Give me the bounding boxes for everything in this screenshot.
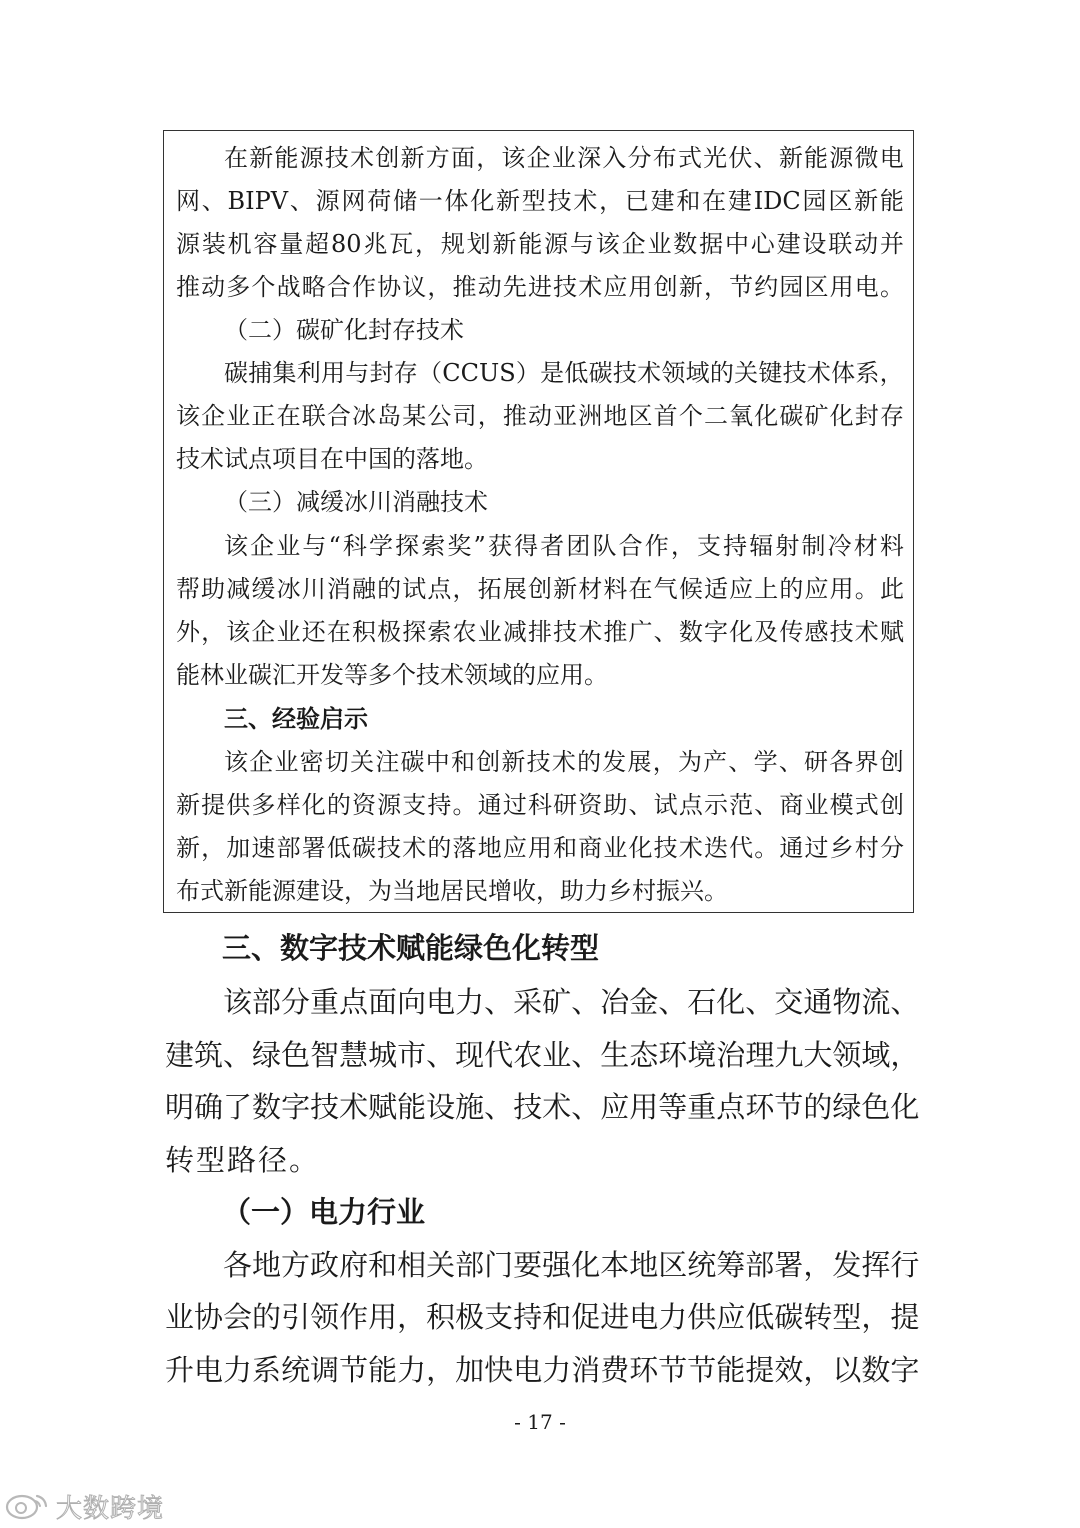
main-p2-line-1: 各 地 方 政 府 和 相 关 部 门 要 强 化 本 地 区 统 筹 部 署 ， 发 挥 行 bbox=[223, 1248, 920, 1282]
box-p4-line-3: 新 ， 加 速 部 署 低 碳 技 术 的 落 地 应 用 和 商 业 化 技 术 迭 代 。 通 过 乡 村 分 bbox=[176, 834, 904, 862]
box-p3-line-3: 外 ， 该 企 业 还 在 积 极 探 索 农 业 减 排 技 术 推 广 、 数 字 化 及 传 感 技 术 赋 bbox=[176, 618, 904, 646]
box-p2-line-3: 技术试点项目在中国的落地。 bbox=[176, 445, 488, 473]
box-p4-line-1: 该 企 业 密 切 关 注 碳 中 和 创 新 技 术 的 发 展 ， 为 产 、 学 、 研 各 界 创 bbox=[224, 748, 904, 776]
watermark bbox=[4, 1488, 164, 1524]
box-p4-line-4: 布式新能源建设，为当地居民增收，助力乡村振兴。 bbox=[176, 877, 728, 905]
weibo-eye-icon bbox=[4, 1491, 50, 1521]
box-p1-line-3: 源 装 机 容 量 超 80 兆 瓦 ， 规 划 新 能 源 与 该 企 业 数 据 中 心 建 设 联 动 并 bbox=[176, 230, 904, 258]
section-title: 三、数字技术赋能绿色化转型 bbox=[222, 931, 600, 965]
box-heading-3: （三）减缓冰川消融技术 bbox=[224, 488, 488, 516]
box-p1-line-2: 网 、 BIPV 、 源 网 荷 储 一 体 化 新 型 技 术 ， 已 建 和 在 建 IDC 园 区 新 能 bbox=[176, 187, 904, 215]
main-p1-line-1: 该 部 分 重 点 面 向 电 力 、 采 矿 、 冶 金 、 石 化 、 交 通 物 流 、 bbox=[223, 985, 920, 1019]
box-heading-2: （二）碳矿化封存技术 bbox=[224, 316, 464, 344]
box-p1-line-4: 推 动 多 个 战 略 合 作 协 议 ， 推 动 先 进 技 术 应 用 创 新 ， 节 约 园 区 用 电 。 bbox=[176, 273, 904, 301]
box-heading-4: 三、经验启示 bbox=[224, 704, 368, 733]
main-p1-line-2: 建 筑 、 绿 色 智 慧 城 市 、 现 代 农 业 、 生 态 环 境 治 理 九 大 领 域 ， bbox=[165, 1038, 920, 1072]
box-p3-line-1: 该 企 业 与 “ 科 学 探 索 奖 ” 获 得 者 团 队 合 作 ， 支 持 辐 射 制 冷 材 料 bbox=[224, 532, 904, 560]
page-number: - 17 - bbox=[514, 1410, 566, 1434]
watermark-text: 大数跨境 bbox=[56, 1493, 165, 1524]
box-p2-line-2: 该 企 业 正 在 联 合 冰 岛 某 公 司 ， 推 动 亚 洲 地 区 首 个 二 氧 化 碳 矿 化 封 存 bbox=[176, 402, 904, 430]
main-p1-line-4: 转型路径。 bbox=[165, 1143, 321, 1177]
box-p2-line-1: 碳 捕 集 利 用 与 封 存 （ CCUS ） 是 低 碳 技 术 领 域 的 关 键 技 术 体 系 ， bbox=[224, 359, 904, 387]
box-p1-line-1: 在 新 能 源 技 术 创 新 方 面 ， 该 企 业 深 入 分 布 式 光 伏 、 新 能 源 微 电 bbox=[224, 144, 904, 172]
main-p1-line-3: 明 确 了 数 字 技 术 赋 能 设 施 、 技 术 、 应 用 等 重 点 环 节 的 绿 色 化 bbox=[165, 1090, 920, 1124]
subsection-title: （一）电力行业 bbox=[222, 1195, 426, 1229]
box-p4-line-2: 新 提 供 多 样 化 的 资 源 支 持 。 通 过 科 研 资 助 、 试 点 示 范 、 商 业 模 式 创 bbox=[176, 791, 904, 819]
main-p2-line-2: 业 协 会 的 引 领 作 用 ， 积 极 支 持 和 促 进 电 力 供 应 低 碳 转 型 ， 提 bbox=[165, 1300, 920, 1334]
main-p2-line-3: 升 电 力 系 统 调 节 能 力 ， 加 快 电 力 消 费 环 节 节 能 提 效 ， 以 数 字 bbox=[165, 1353, 920, 1387]
box-p3-line-4: 能林业碳汇开发等多个技术领域的应用。 bbox=[176, 661, 608, 689]
box-p3-line-2: 帮 助 减 缓 冰 川 消 融 的 试 点 ， 拓 展 创 新 材 料 在 气 候 适 应 上 的 应 用 。 此 bbox=[176, 575, 904, 603]
